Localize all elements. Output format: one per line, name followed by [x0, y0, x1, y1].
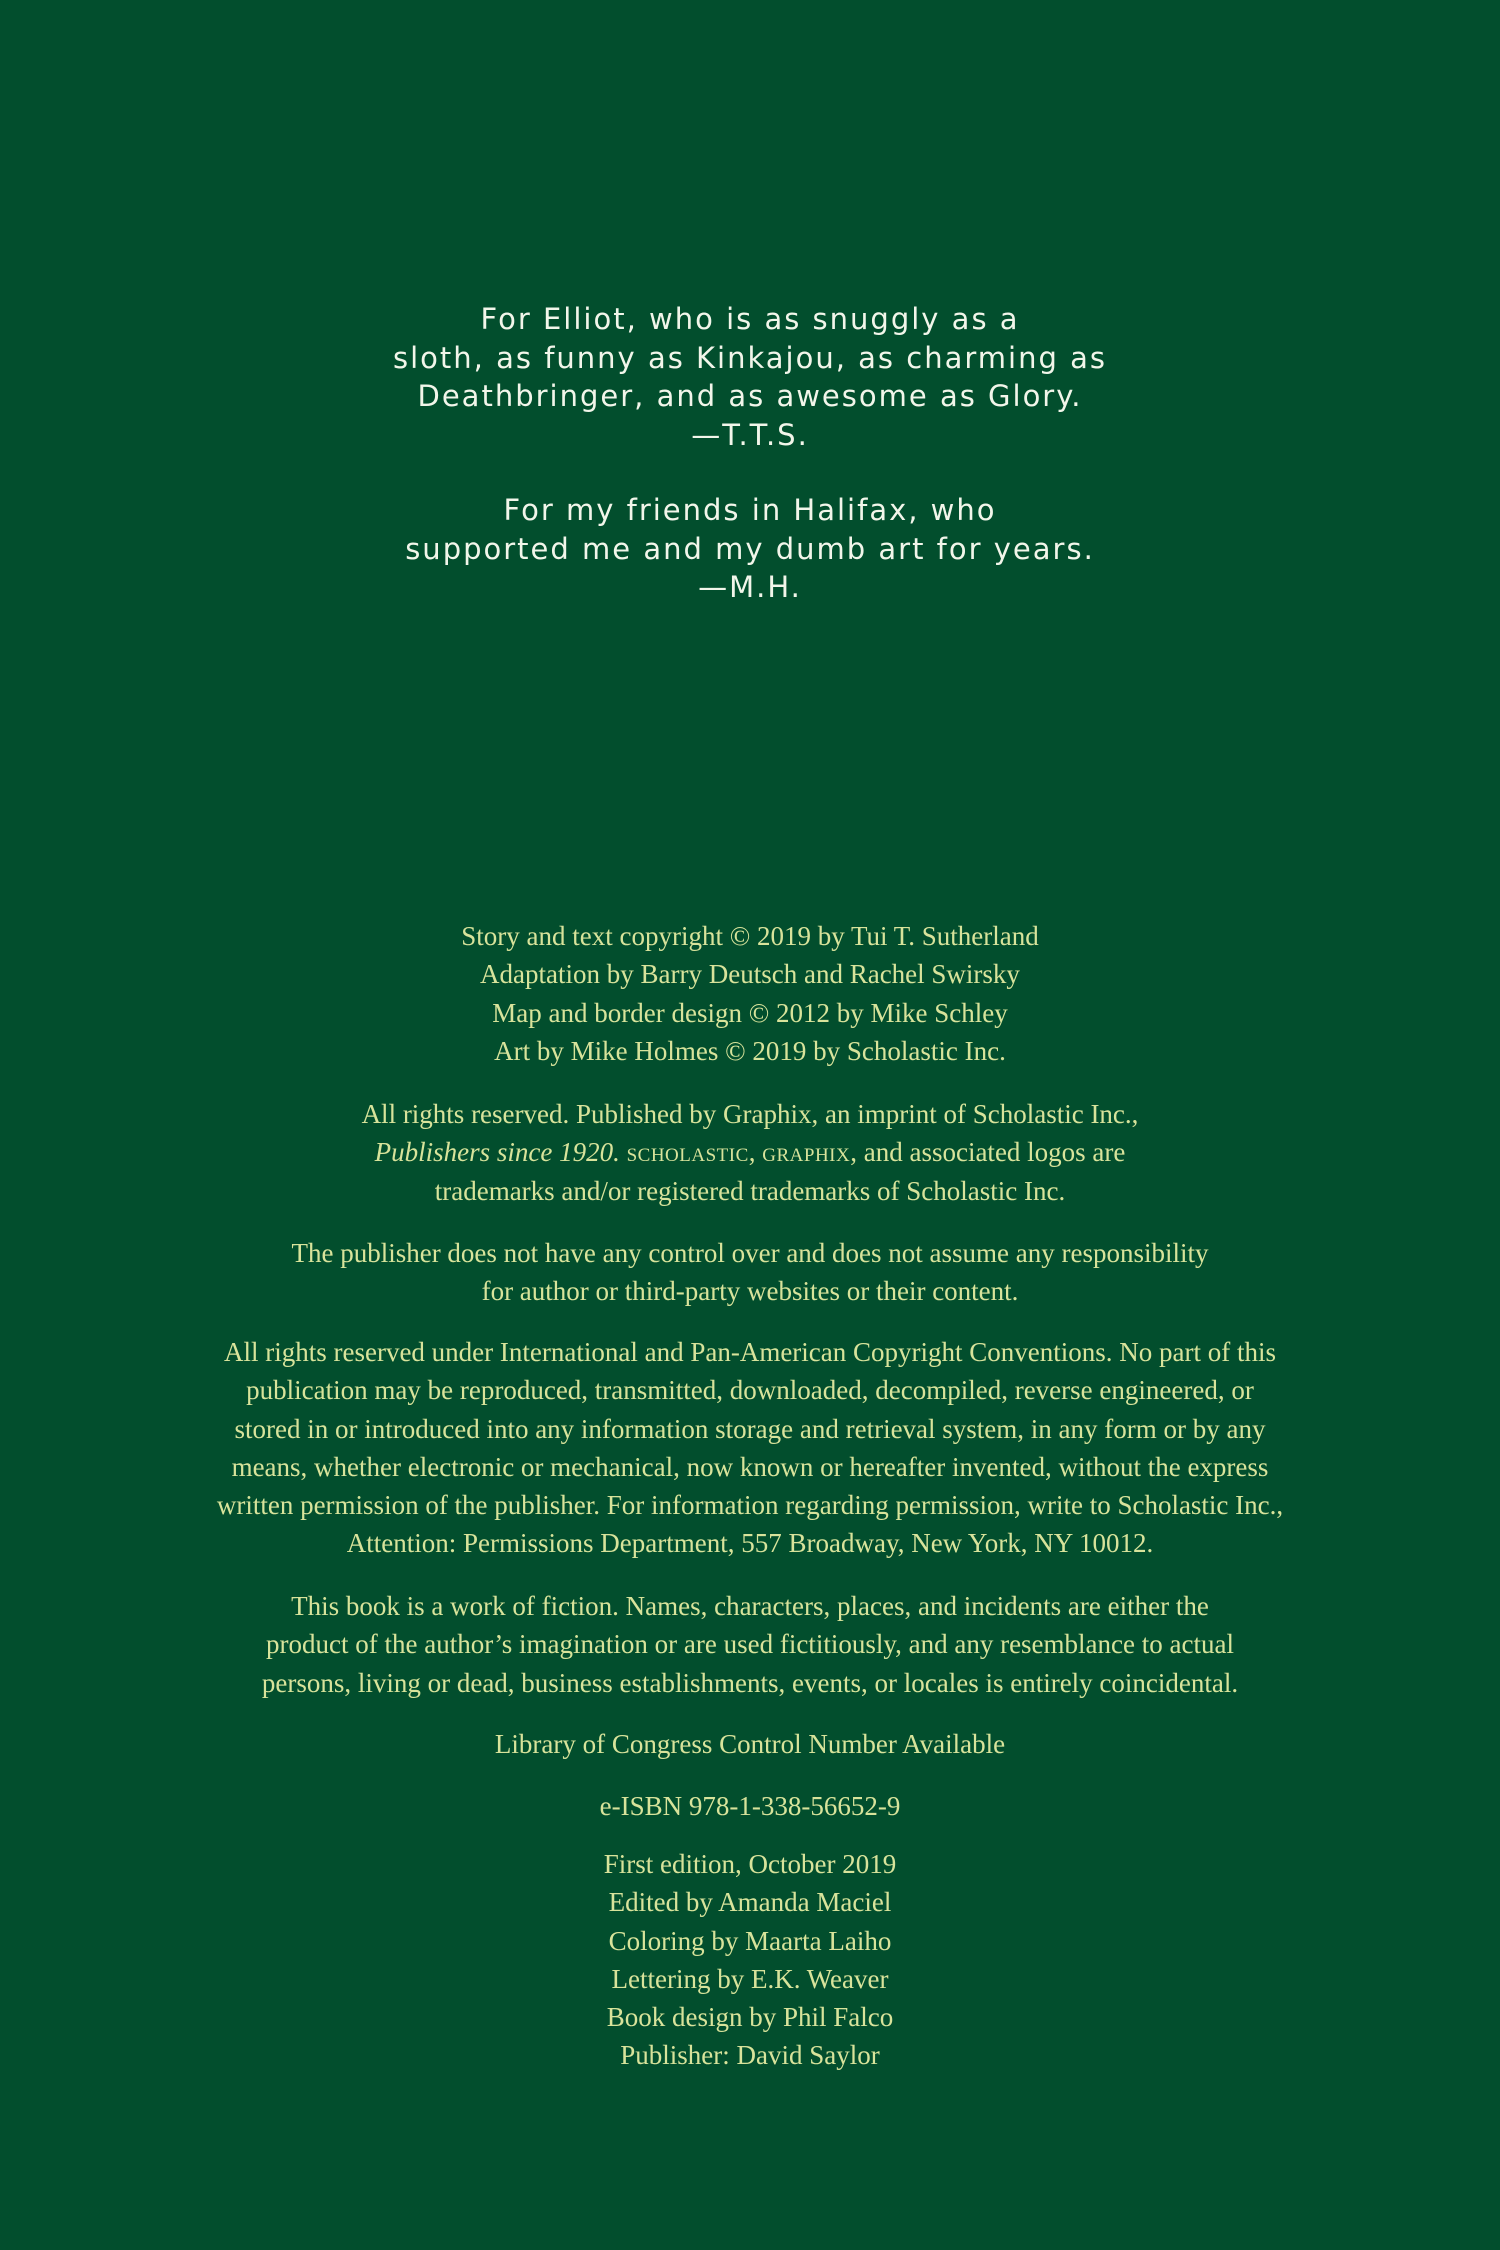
rights-line: trademarks and/or registered trademarks of Scholastic Inc.	[434, 1175, 1066, 1206]
rights-line-rest: , and associated logos are	[850, 1137, 1126, 1168]
credit-line: Adaptation by Barry Deutsch and Rachel Swirsky	[480, 959, 1020, 990]
publisher-note-line: for author or third-party websites or their content.	[481, 1276, 1019, 1307]
conventions-line: publication may be reproduced, transmitted, downloaded, decompiled, reverse engineered, or	[246, 1375, 1254, 1406]
credit-line: Map and border design © 2012 by Mike Schley	[492, 997, 1008, 1028]
book-designer-line: Book design by Phil Falco	[606, 2002, 894, 2033]
dedication-line: For my friends in Halifax, who	[503, 493, 997, 527]
publisher-note-line: The publisher does not have any control over and does not assume any responsibility	[291, 1238, 1209, 1268]
isbn-block	[0, 1787, 1500, 1825]
conventions-line: All rights reserved under International and Pan-American Copyright Conventions. No part of this	[223, 1337, 1276, 1367]
publisher-line: Publisher: David Saylor	[620, 2040, 880, 2071]
fiction-notice-line: product of the author’s imagination or are used fictitiously, and any resemblance to actual	[266, 1629, 1234, 1660]
dedication-tts	[0, 300, 1500, 454]
fiction-notice-line: persons, living or dead, business establishments, events, or locales is entirely coincidental.	[261, 1667, 1239, 1698]
dedication-line: Deathbringer, and as awesome as Glory.	[417, 379, 1083, 413]
edition-credits-block	[0, 1845, 1500, 2075]
dedication-line: supported me and my dumb art for years.	[405, 531, 1095, 566]
publisher-note-block	[0, 1234, 1500, 1311]
fiction-notice-line: This book is a work of fiction. Names, characters, places, and incidents are either the	[291, 1591, 1209, 1621]
conventions-line: Attention: Permissions Department, 557 Broadway, New York, NY 10012.	[346, 1528, 1154, 1559]
graphix-trademark: graphix	[762, 1137, 851, 1168]
rights-line: All rights reserved. Published by Graphix, an imprint of Scholastic Inc.,	[361, 1099, 1139, 1129]
editor-line: Edited by Amanda Maciel	[608, 1887, 892, 1918]
conventions-line: stored in or introduced into any information storage and retrieval system, in any form or by any	[234, 1413, 1266, 1444]
dedication-mh	[0, 491, 1500, 607]
dedication-signature: —T.T.S.	[691, 417, 809, 452]
letterer-line: Lettering by E.K. Weaver	[611, 1963, 889, 1994]
credit-line: Story and text copyright © 2019 by Tui T. Sutherland	[461, 921, 1039, 951]
credit-line: Art by Mike Holmes © 2019 by Scholastic Inc.	[494, 1035, 1006, 1066]
trademark-separator: ,	[748, 1137, 763, 1168]
fiction-notice-block	[0, 1587, 1500, 1702]
isbn-line: e-ISBN 978-1-338-56652-9	[599, 1791, 901, 1821]
dedication-line: For Elliot, who is as snuggly as a	[480, 302, 1020, 336]
library-of-congress-line: Library of Congress Control Number Available	[494, 1729, 1006, 1759]
credits-block	[0, 917, 1500, 1070]
colorist-line: Coloring by Maarta Laiho	[608, 1925, 892, 1956]
publishers-since-text: Publishers since 1920.	[374, 1137, 620, 1168]
copyright-conventions-block	[0, 1333, 1500, 1563]
rights-line	[0, 1133, 1500, 1171]
dedication-signature: —M.H.	[698, 570, 802, 604]
scholastic-trademark: scholastic	[626, 1137, 749, 1168]
conventions-line: means, whether electronic or mechanical, now known or hereafter invented, without the express	[231, 1451, 1269, 1482]
dedication-line: sloth, as funny as Kinkajou, as charming as	[393, 340, 1107, 375]
rights-block	[0, 1095, 1500, 1210]
conventions-line: written permission of the publisher. For information regarding permission, write to Scholastic Inc.,	[216, 1490, 1284, 1521]
edition-line: First edition, October 2019	[603, 1849, 897, 1879]
library-of-congress-block	[0, 1725, 1500, 1763]
